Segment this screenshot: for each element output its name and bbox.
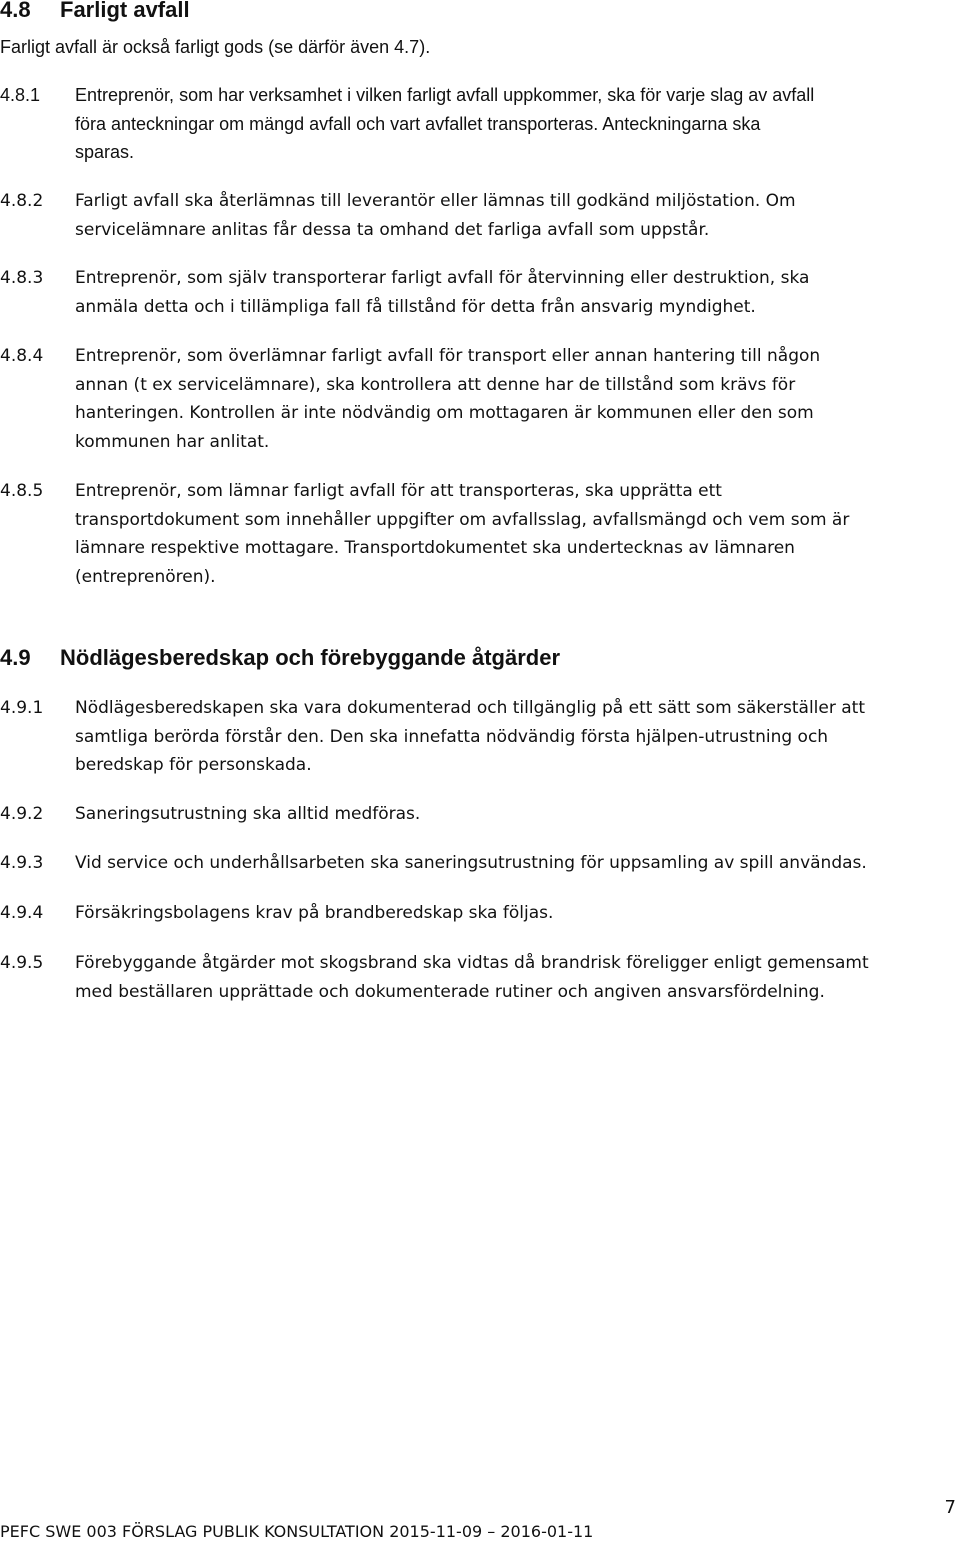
clause-line: Saneringsutrustning ska alltid medföras. (75, 804, 421, 824)
clause-number: 4.8.1 (0, 85, 41, 105)
page-number: 7 (944, 1497, 956, 1518)
clause-text (75, 264, 955, 321)
clause-line: anmäla detta och i tillämpliga fall få tillstånd för detta från ansvarig myndighet. (75, 296, 756, 317)
clause-text (75, 899, 955, 928)
page-footer: PEFC SWE 003 FÖRSLAG PUBLIK KONSULTATION 2015-11-09 – 2016-01-11 (0, 1522, 594, 1541)
clause-line: samtliga berörda förstår den. Den ska innefatta nödvändig första hjälpen-utrustning och (75, 726, 829, 747)
clause-number: 4.9.3 (0, 853, 44, 873)
clause-number: 4.8.3 (0, 268, 44, 288)
clause-line: transportdokument som innehåller uppgifter om avfallsslag, avfallsmängd och vem som är (75, 509, 850, 530)
clause-line: Försäkringsbolagens krav på brandberedskap ska följas. (75, 903, 554, 923)
clause-number: 4.9.4 (0, 903, 44, 923)
clause-text (75, 694, 955, 780)
clause-text (75, 342, 955, 456)
clause-text (75, 800, 955, 829)
clause-number: 4.9.2 (0, 804, 44, 824)
section-heading-4-9 (0, 645, 560, 671)
section-intro: Farligt avfall är också farligt gods (se därför även 4.7). (0, 37, 431, 57)
section-heading-4-8 (0, 0, 190, 23)
clause-text (75, 81, 955, 167)
clause-line: servicelämnare anlitas får dessa ta omhand det farliga avfall som uppstår. (75, 219, 710, 240)
clause-line: Entreprenör, som har verksamhet i vilken farligt avfall uppkommer, ska för varje slag av avfall (75, 85, 815, 105)
clause-line: hanteringen. Kontrollen är inte nödvändig om mottagaren är kommunen eller den som (75, 403, 814, 423)
section-title: Farligt avfall (60, 0, 190, 22)
clause-number: 4.8.5 (0, 481, 44, 501)
clause-line: beredskap för personskada. (75, 755, 312, 775)
clause-line: Entreprenör, som överlämnar farligt avfall för transport eller annan hantering till någon (75, 346, 821, 366)
clause-line: Farligt avfall ska återlämnas till leverantör eller lämnas till godkänd miljöstation. Om (75, 191, 796, 211)
clause-line: Entreprenör, som lämnar farligt avfall för att transporteras, ska upprätta ett (75, 481, 722, 501)
clause-line: Förebyggande åtgärder mot skogsbrand ska vidtas då brandrisk föreligger enligt gemensamt (75, 953, 869, 973)
clause-line: (entreprenören). (75, 566, 216, 587)
section-number: 4.9 (0, 645, 31, 670)
section-number: 4.8 (0, 0, 31, 22)
clause-text (75, 849, 955, 878)
clause-line: Nödlägesberedskapen ska vara dokumenterad och tillgänglig på ett sätt som säkerställer att (75, 698, 866, 718)
clause-line: kommunen har anlitat. (75, 431, 270, 452)
clause-number: 4.9.1 (0, 698, 44, 718)
clause-text (75, 477, 955, 591)
clause-number: 4.8.4 (0, 346, 44, 366)
clause-line: annan (t ex servicelämnare), ska kontrollera att denne har de tillstånd som krävs för (75, 374, 796, 395)
clause-number: 4.9.5 (0, 953, 44, 973)
clause-line: föra anteckningar om mängd avfall och vart avfallet transporteras. Anteckningarna ska (75, 113, 761, 134)
clause-text (75, 949, 955, 1006)
clause-number: 4.8.2 (0, 191, 44, 211)
clause-line: Entreprenör, som själv transporterar farligt avfall för återvinning eller destruktion, ska (75, 268, 810, 288)
clause-line: sparas. (75, 142, 135, 162)
clause-text (75, 187, 955, 244)
clause-line: med beställaren upprättade och dokumenterade rutiner och angiven ansvarsfördelning. (75, 981, 825, 1002)
section-title: Nödlägesberedskap och förebyggande åtgärder (60, 645, 561, 670)
clause-line: lämnare respektive mottagare. Transportdokumentet ska undertecknas av lämnaren (75, 538, 795, 558)
clause-line: Vid service och underhållsarbeten ska saneringsutrustning för uppsamling av spill användas. (75, 853, 867, 873)
